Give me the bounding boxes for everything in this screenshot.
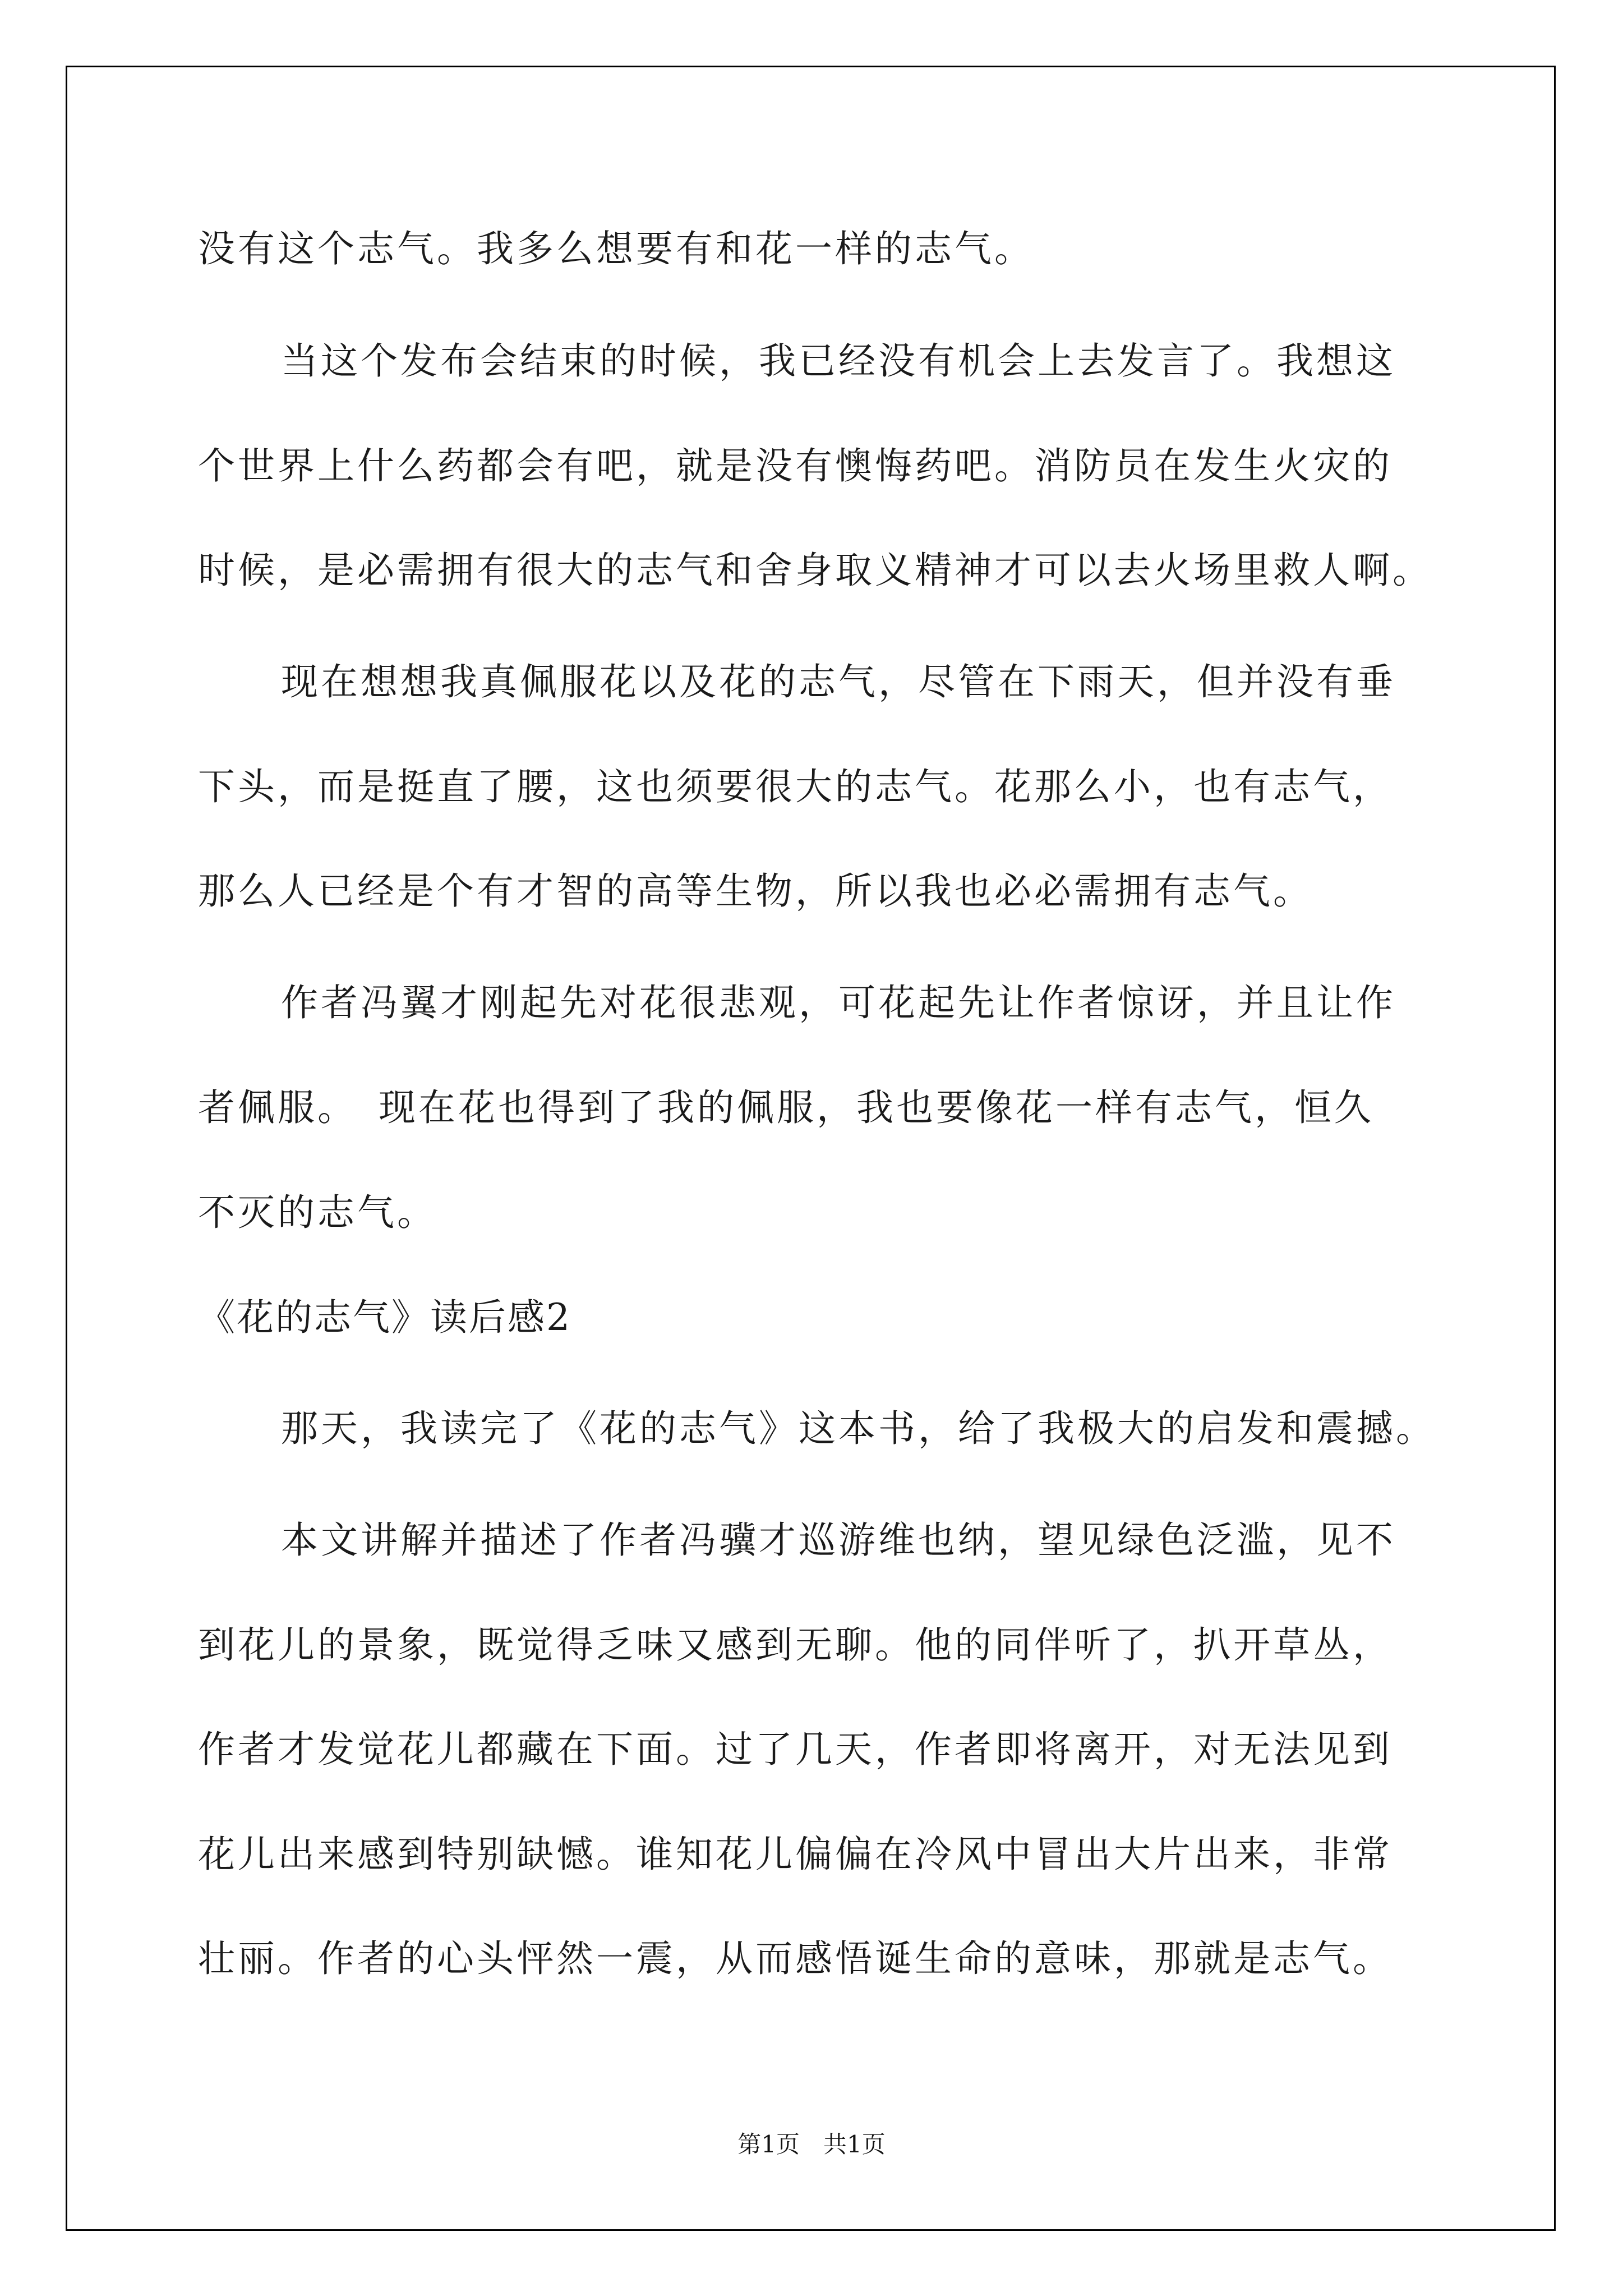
paragraph-line: 时候，是必需拥有很大的志气和舍身取义精神才可以去火场里救人啊。 <box>198 549 1432 592</box>
paragraph-line: 到花儿的景象，既觉得乏味又感到无聊。他的同伴听了，扒开草丛， <box>198 1623 1393 1667</box>
page-border <box>66 66 1556 2231</box>
paragraph-line: 花儿出来感到特别缺憾。谁知花儿偏偏在冷风中冒出大片出来，非常 <box>198 1833 1393 1876</box>
paragraph-line: 那么人已经是个有才智的高等生物，所以我也必必需拥有志气。 <box>198 869 1313 913</box>
paragraph-line: 当这个发布会结束的时候，我已经没有机会上去发言了。我想这 <box>281 339 1396 383</box>
section-heading: 《花的志气》读后感2 <box>198 1296 571 1339</box>
paragraph-line: 现在想想我真佩服花以及花的志气，尽管在下雨天，但并没有垂 <box>281 660 1396 703</box>
paragraph-line: 壮丽。作者的心头怦然一震，从而感悟诞生命的意味，那就是志气。 <box>198 1937 1393 1980</box>
paragraph-line: 不灭的志气。 <box>198 1191 437 1234</box>
paragraph-line: 本文讲解并描述了作者冯骥才巡游维也纳，望见绿色泛滥，见不 <box>281 1519 1396 1562</box>
paragraph-line: 那天，我读完了《花的志气》这本书，给了我极大的启发和震撼。 <box>281 1407 1436 1450</box>
page-number-footer: 第1页 共1页 <box>737 2131 886 2158</box>
paragraph-line: 作者才发觉花儿都藏在下面。过了几天，作者即将离开，对无法见到 <box>198 1728 1393 1771</box>
paragraph-line: 者佩服。 现在花也得到了我的佩服，我也要像花一样有志气，恒久 <box>198 1086 1374 1129</box>
paragraph-line: 没有这个志气。我多么想要有和花一样的志气。 <box>198 227 1034 270</box>
paragraph-line: 下头，而是挺直了腰，这也须要很大的志气。花那么小，也有志气， <box>198 765 1393 808</box>
paragraph-line: 个世界上什么药都会有吧，就是没有懊悔药吧。消防员在发生火灾的 <box>198 444 1393 487</box>
paragraph-line: 作者冯翼才刚起先对花很悲观，可花起先让作者惊讶，并且让作 <box>281 981 1396 1024</box>
